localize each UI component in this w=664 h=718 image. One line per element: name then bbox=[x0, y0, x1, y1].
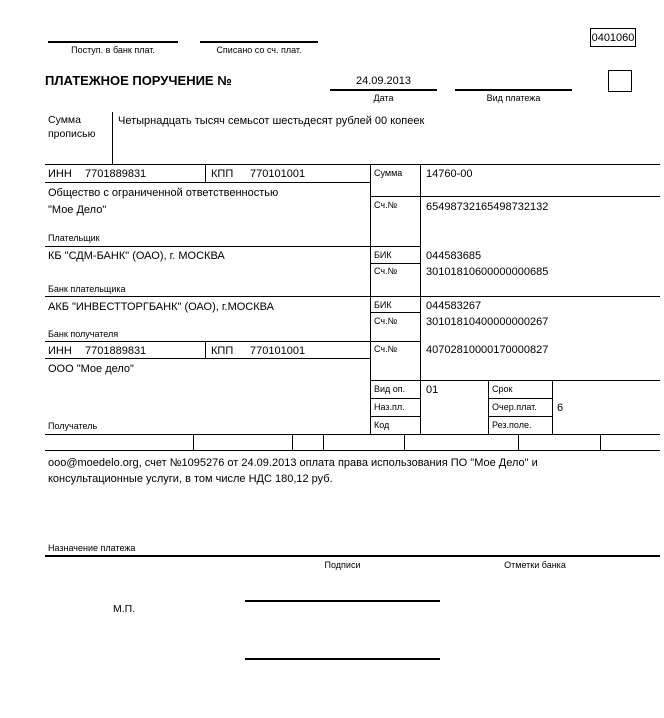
payee-account: 40702810000170000827 bbox=[426, 344, 549, 356]
payer-bank-section-label: Банк плательщика bbox=[48, 284, 126, 294]
grid-line bbox=[370, 312, 420, 313]
grid-line bbox=[45, 434, 660, 435]
payer-name-line1: Общество с ограниченной ответственностью bbox=[48, 187, 279, 199]
grid-line bbox=[488, 398, 552, 399]
amount-words-label-2: прописью bbox=[48, 128, 96, 140]
received-label: Поступ. в банк плат. bbox=[71, 45, 155, 55]
payer-bank-account-label: Сч.№ bbox=[374, 266, 398, 276]
grid-line bbox=[205, 164, 206, 182]
payee-bank-bik: 044583267 bbox=[426, 300, 482, 312]
amount-words-value: Четырнадцать тысяч семьсот шестьдесят рублей 00 копеек bbox=[118, 115, 425, 127]
code-label: Код bbox=[374, 420, 390, 430]
payee-bank-section-label: Банк получателя bbox=[48, 329, 119, 339]
grid-line bbox=[45, 358, 370, 359]
debited-underline bbox=[200, 41, 318, 43]
grid-line bbox=[370, 263, 420, 264]
priority-label: Очер.плат. bbox=[492, 402, 537, 412]
payee-name: ООО "Мое дело" bbox=[48, 363, 134, 375]
grid-line bbox=[193, 434, 194, 450]
grid-line bbox=[488, 416, 552, 417]
grid-line bbox=[370, 164, 371, 434]
grid-line bbox=[323, 434, 324, 450]
grid-line bbox=[552, 380, 553, 434]
payer-section-label: Плательщик bbox=[48, 233, 100, 243]
payer-account-label: Сч.№ bbox=[374, 200, 398, 210]
document-title: ПЛАТЕЖНОЕ ПОРУЧЕНИЕ № bbox=[45, 73, 232, 88]
signature-line-2 bbox=[245, 658, 440, 660]
payer-bank-bik-label: БИК bbox=[374, 250, 392, 260]
payee-bank-name: АКБ "ИНВЕСТТОРГБАНК" (ОАО), г.МОСКВА bbox=[48, 301, 274, 313]
signatures-label: Подписи bbox=[324, 560, 361, 570]
grid-line bbox=[45, 182, 370, 183]
amount-words-label-1: Сумма bbox=[48, 114, 81, 126]
priority-value: 6 bbox=[557, 402, 564, 414]
purpose-text-line2: консультационные услуги, в том числе НДС 180,12 руб. bbox=[48, 473, 333, 485]
date-underline bbox=[330, 89, 437, 91]
payer-bank-bik: 044583685 bbox=[426, 250, 482, 262]
payer-bank-account: 30101810600000000685 bbox=[426, 266, 549, 278]
sum-label: Сумма bbox=[374, 168, 403, 178]
debited-label: Списано со сч. плат. bbox=[216, 45, 302, 55]
naz-pl-label: Наз.пл. bbox=[374, 402, 405, 412]
payment-type-label: Вид платежа bbox=[486, 93, 541, 103]
op-type-label: Вид оп. bbox=[374, 384, 406, 394]
payment-type-underline bbox=[455, 89, 572, 91]
grid-line bbox=[370, 380, 660, 381]
payee-bank-account: 30101810400000000267 bbox=[426, 316, 549, 328]
grid-line bbox=[518, 434, 519, 450]
op-type-value: 01 bbox=[426, 384, 439, 396]
payer-kpp-label: КПП bbox=[211, 168, 234, 180]
payment-type-box bbox=[608, 70, 632, 92]
payer-bank-name: КБ "СДМ-БАНК" (ОАО), г. МОСКВА bbox=[48, 250, 225, 262]
payer-inn: 7701889831 bbox=[85, 168, 147, 180]
form-code-box bbox=[590, 28, 636, 47]
grid-line bbox=[45, 450, 660, 451]
grid-line bbox=[45, 164, 660, 165]
grid-line bbox=[600, 434, 601, 450]
grid-line bbox=[45, 341, 420, 342]
purpose-section-label: Назначение платежа bbox=[48, 543, 136, 553]
grid-line bbox=[112, 112, 113, 164]
sum-value: 14760-00 bbox=[426, 168, 473, 180]
date-value: 24.09.2013 bbox=[355, 75, 412, 87]
payer-account: 65498732165498732132 bbox=[426, 201, 549, 213]
grid-line bbox=[370, 196, 660, 197]
payee-inn-label: ИНН bbox=[48, 345, 72, 357]
payee-kpp-label: КПП bbox=[211, 345, 234, 357]
purpose-text-line1: ooo@moedelo.org, счет №1095276 от 24.09.2013 оплата права использования ПО "Мое Дело" и bbox=[48, 457, 538, 469]
grid-line bbox=[370, 398, 420, 399]
stamp-label: М.П. bbox=[113, 603, 136, 615]
payee-kpp: 770101001 bbox=[250, 345, 306, 357]
form-code: 0401060 bbox=[591, 32, 635, 44]
payee-bank-account-label: Сч.№ bbox=[374, 316, 398, 326]
grid-line bbox=[370, 416, 420, 417]
payer-kpp: 770101001 bbox=[250, 168, 306, 180]
payee-bank-bik-label: БИК bbox=[374, 300, 392, 310]
payer-name-line2: "Мое Дело" bbox=[48, 204, 107, 216]
payee-section-label: Получатель bbox=[48, 421, 98, 431]
payee-account-label: Сч.№ bbox=[374, 344, 398, 354]
grid-line bbox=[292, 434, 293, 450]
grid-line bbox=[205, 341, 206, 358]
grid-line bbox=[45, 246, 420, 247]
grid-line bbox=[45, 555, 660, 557]
grid-line bbox=[488, 380, 489, 434]
signature-line-1 bbox=[245, 600, 440, 602]
grid-line bbox=[420, 164, 421, 434]
term-label: Срок bbox=[492, 384, 513, 394]
received-underline bbox=[48, 41, 178, 43]
bank-marks-label: Отметки банка bbox=[504, 560, 566, 570]
grid-line bbox=[45, 296, 660, 297]
payer-inn-label: ИНН bbox=[48, 168, 72, 180]
payee-inn: 7701889831 bbox=[85, 345, 147, 357]
reserve-label: Рез.поле. bbox=[492, 420, 532, 430]
date-label: Дата bbox=[373, 93, 394, 103]
grid-line bbox=[404, 434, 405, 450]
